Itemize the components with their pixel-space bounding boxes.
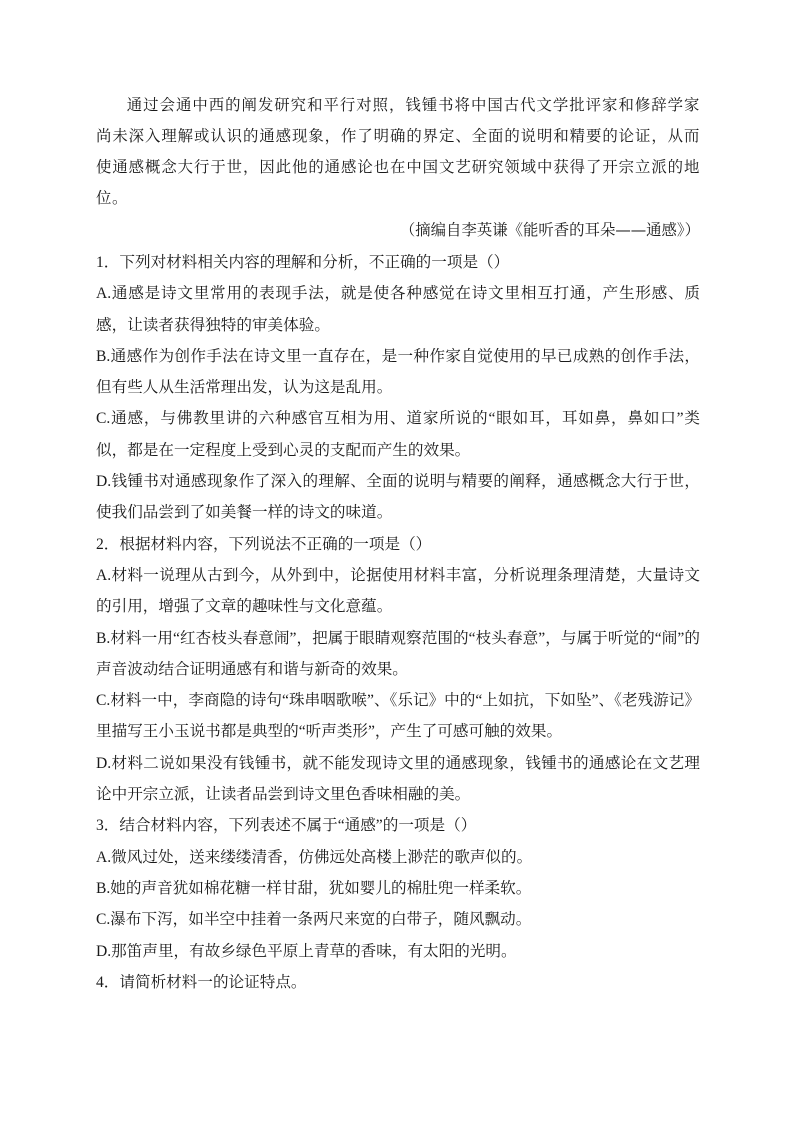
answer-option: A.微风过处，送来缕缕清香，仿佛远处高楼上渺茫的歌声似的。 (96, 848, 533, 866)
passage-source: （摘编自李英谦《能听香的耳朵——通感》） (399, 221, 700, 239)
answer-option: B.通感作为创作手法在诗文里一直存在，是一种作家自觉使用的早已成熟的创作手法，但有些人从生活常理出发，认为这是乱用。 (96, 347, 700, 397)
question-stem: 1．下列对材料相关内容的理解和分析，不正确的一项是（） (96, 254, 510, 271)
question-stem: 2．根据材料内容，下列说法不正确的一项是（） (96, 535, 432, 553)
answer-option: B.材料一用“红杏枝头春意闹”，把属于眼睛观察范围的“枝头春意”，与属于听觉的“闹”的声音波动结合证明通感有和谐与新奇的效果。 (96, 629, 700, 678)
answer-option: D.材料二说如果没有钱锺书，就不能发现诗文里的通感现象，钱锺书的通感论在文艺理论中开宗立派，让读者品尝到诗文里色香味相融的美。 (96, 754, 700, 804)
answer-option: B.她的声音犹如棉花糖一样甘甜，犹如婴儿的棉肚兜一样柔软。 (96, 879, 532, 897)
answer-option: D.钱锺书对通感现象作了深入的理解、全面的说明与精要的阐释，通感概念大行于世，使我们品尝到了如美餐一样的诗文的味道。 (96, 473, 700, 522)
question-stem: 4．请简析材料一的论证特点。 (96, 973, 307, 991)
answer-option: A.通感是诗文里常用的表现手法，就是使各种感觉在诗文里相互打通，产生形感、质感，让读者获得独特的审美体验。 (96, 285, 700, 334)
question-stem: 3．结合材料内容，下列表述不属于“通感”的一项是（） (96, 817, 477, 835)
answer-option: D.那笛声里，有故乡绿色平原上青草的香味，有太阳的光明。 (96, 942, 517, 960)
question-list (96, 247, 700, 998)
answer-option: C.通感，与佛教里讲的六种感官互相为用、道家所说的“眼如耳，耳如鼻，鼻如口”类似，都是在一定程度上受到心灵的支配而产生的效果。 (96, 410, 700, 459)
answer-option: C.瀑布下泻，如半空中挂着一条两尺来宽的白带子，随风飘动。 (96, 911, 532, 929)
answer-option: C.材料一中，李商隐的诗句“珠串咽歌喉”、《乐记》中的“上如抗，下如坠”、《老残游记》里描写王小玉说书都是典型的“听声类形”，产生了可感可触的效果。 (96, 692, 700, 741)
answer-option: A.材料一说理从古到今，从外到中，论据使用材料丰富，分析说理条理清楚，大量诗文的引用，增强了文章的趣味性与文化意蕴。 (96, 566, 700, 616)
passage-paragraph: 通过会通中西的阐发研究和平行对照，钱锺书将中国古代文学批评家和修辞学家尚未深入理解或认识的通感现象，作了明确的界定、全面的说明和精要的论证，从而使通感概念大行于世，因此他的通感论也在中国文艺研究领域中获得了开宗立派的地位。 (96, 96, 700, 207)
